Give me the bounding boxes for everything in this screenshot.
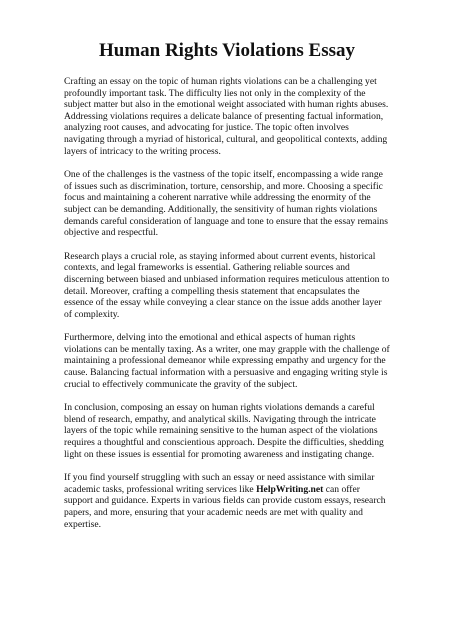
page-title: Human Rights Violations Essay (98, 40, 356, 61)
paragraph-research: Research plays a crucial role, as staying informed about current events, historical contexts, and legal frameworks is essential. Gathering reliable sources and discerning between biased and unbiased information requires meticulous attention to detail. Moreover, crafting a compelling thesis statement that encapsulates the essence of the essay while conveying a clear stance on the issue adds another layer of complexity. (64, 250, 390, 320)
brand-name: HelpWriting.net (256, 483, 324, 495)
paragraph-conclusion: In conclusion, composing an essay on human rights violations demands a careful blend of research, empathy, and analytical skills. Navigating through the intricate layers of the topic while remaining sensitive to the human aspect of the violations requires a thoughtful and conscientious approach. Despite the difficulties, shedding light on these issues is essential for promoting awareness and instigating change. (64, 402, 384, 460)
closing-text-before: If you find yourself struggling with such an essay or need assistance with similar academic tasks, professional writing services like (64, 472, 375, 495)
closing-text-after: can offer support and guidance. Experts in various fields can provide custom essays, research papers, and more, ensuring that your academic needs are met with quality and expertise. (64, 483, 386, 530)
paragraph-intro: Crafting an essay on the topic of human rights violations can be a challenging yet profoundly important task. The difficulty lies not only in the complexity of the subject matter but also in the emotional weight associated with human rights abuses. Addressing violations requires a delicate balance of presenting factual information, analyzing root causes, and advocating for justice. The topic often involves navigating through a myriad of historical, cultural, and geopolitical contexts, adding layers of intricacy to the writing process. (64, 76, 389, 157)
paragraph-closing (64, 472, 390, 530)
paragraph-challenges: One of the challenges is the vastness of the topic itself, encompassing a wide range of issues such as discrimination, torture, censorship, and more. Choosing a specific focus and maintaining a coherent narrative while addressing the enormity of the subject can be demanding. Additionally, the sensitivity of human rights violations demands careful consideration of language and tone to ensure that the essay remains objective and respectful. (64, 169, 388, 239)
paragraph-emotional: Furthermore, delving into the emotional and ethical aspects of human rights violations can be mentally taxing. As a writer, one may grapple with the challenge of maintaining a professional demeanor while expressing empathy and urgency for the cause. Balancing factual information with a persuasive and engaging writing style is crucial to effectively communicate the gravity of the subject. (64, 332, 390, 390)
